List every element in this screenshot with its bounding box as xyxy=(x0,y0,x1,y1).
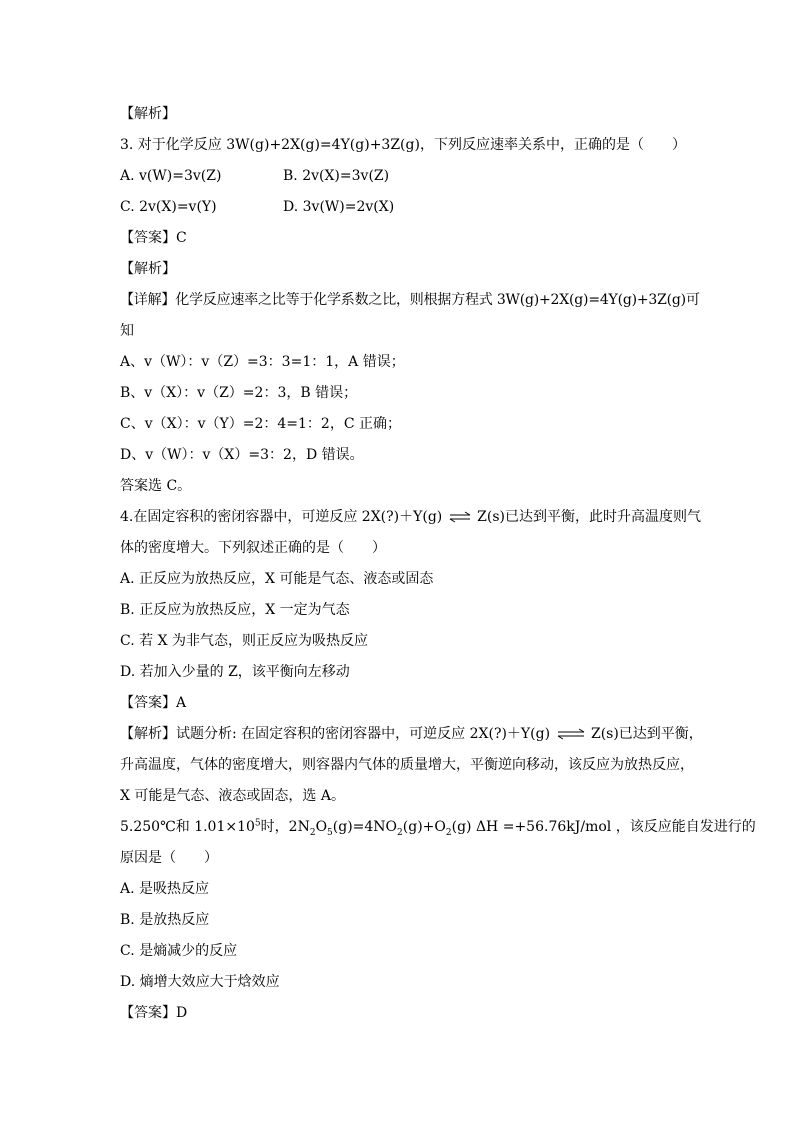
question-4-option-c: C. 若 X 为非气态，则正反应为吸热反应 xyxy=(120,633,368,649)
question-5-answer: 【答案】D xyxy=(120,1005,188,1021)
question-5-stem-line-1 xyxy=(120,817,756,838)
question-3-detail-line-2: 知 xyxy=(120,323,134,339)
question-3-detail-line-1: 【详解】化学反应速率之比等于化学系数之比，则根据方程式 3W(g)+2X(g)=4Y(g)+3Z(g)可 xyxy=(120,292,700,308)
equilibrium-arrow-icon xyxy=(557,728,585,740)
question-5-option-d: D. 熵增大效应大于焓效应 xyxy=(120,974,280,990)
question-5-stem-line-2: 原因是（ ） xyxy=(120,850,218,866)
question-4-analysis-part-2: Z(s)已达到平衡， xyxy=(590,726,703,742)
question-3-options-row-1 xyxy=(120,166,680,186)
question-3-analysis-label: 【解析】 xyxy=(120,261,176,277)
question-4-analysis-line-2: 升高温度，气体的密度增大，则容器内气体的质量增大，平衡逆向移动，该反应为放热反应， xyxy=(120,757,694,773)
q5-text-6: (g) ΔH =+56.76kJ/mol ，该反应能自发进行的 xyxy=(451,819,756,835)
q5-sub-1: 2 xyxy=(309,827,316,838)
q5-text-1: 5.250℃和 1.01×10 xyxy=(120,819,255,835)
question-3-option-c: C. 2v(X)=v(Y) xyxy=(120,199,217,215)
equilibrium-arrow-icon xyxy=(449,511,471,523)
question-3-conclusion: 答案选 C。 xyxy=(120,478,192,494)
analysis-label: 【解析】 xyxy=(120,106,176,122)
question-4-analysis-line-1 xyxy=(120,724,703,744)
question-3-stem: 3. 对于化学反应 3W(g)+2X(g)=4Y(g)+3Z(g)，下列反应速率关系中，正确的是（ ） xyxy=(120,137,686,153)
question-3-item-b: B、v（X）：v（Z）=2：3，B 错误； xyxy=(120,385,358,401)
question-5-option-c: C. 是熵减少的反应 xyxy=(120,943,238,959)
q5-text-4: (g)=4NO xyxy=(332,819,398,835)
question-4-answer: 【答案】A xyxy=(120,695,187,711)
question-4-analysis-part-1: 【解析】试题分析: 在固定容积的密闭容器中，可逆反应 2X(?)＋Y(g) xyxy=(120,726,551,742)
q5-sub-4: 2 xyxy=(445,827,452,838)
question-4-option-d: D. 若加入少量的 Z，该平衡向左移动 xyxy=(120,664,350,680)
question-3-item-d: D、v（W）：v（X）=3：2，D 错误。 xyxy=(120,447,364,463)
question-4-stem-part-1: 4.在固定容积的密闭容器中，可逆反应 2X(?)＋Y(g) xyxy=(120,509,443,525)
question-4-option-a: A. 正反应为放热反应，X 可能是气态、液态或固态 xyxy=(120,571,434,587)
q5-sub-3: 2 xyxy=(397,827,403,838)
question-4-option-b: B. 正反应为放热反应，X 一定为气态 xyxy=(120,602,350,618)
question-3-item-c: C、v（X）：v（Y）=2：4=1：2，C 正确； xyxy=(120,416,401,432)
question-4-stem-part-2: Z(s)已达到平衡，此时升高温度则气 xyxy=(477,509,701,525)
question-4-analysis-line-3: X 可能是气态、液态或固态，选 A。 xyxy=(120,788,345,804)
question-4-stem-line-2: 体的密度增大。下列叙述正确的是（ ） xyxy=(120,540,386,556)
question-3-option-b: B. 2v(X)=3v(Z) xyxy=(283,168,390,184)
question-3-option-d: D. 3v(W)=2v(X) xyxy=(283,199,395,215)
q5-sup: 5 xyxy=(254,818,261,829)
question-3-answer: 【答案】C xyxy=(120,230,187,246)
q5-text-2: 时，2N xyxy=(260,819,310,835)
question-4-stem-line-1 xyxy=(120,507,701,527)
question-5-option-a: A. 是吸热反应 xyxy=(120,881,210,897)
question-3-item-a: A、v（W）：v（Z）=3：3=1：1，A 错误； xyxy=(120,354,405,370)
question-5-option-b: B. 是放热反应 xyxy=(120,912,210,928)
q5-sub-2: 5 xyxy=(327,827,333,838)
question-3-options-row-2 xyxy=(120,197,680,217)
question-3-option-a: A. v(W)=3v(Z) xyxy=(120,168,222,184)
q5-text-3: O xyxy=(315,819,328,835)
q5-text-5: (g)+O xyxy=(402,819,446,835)
